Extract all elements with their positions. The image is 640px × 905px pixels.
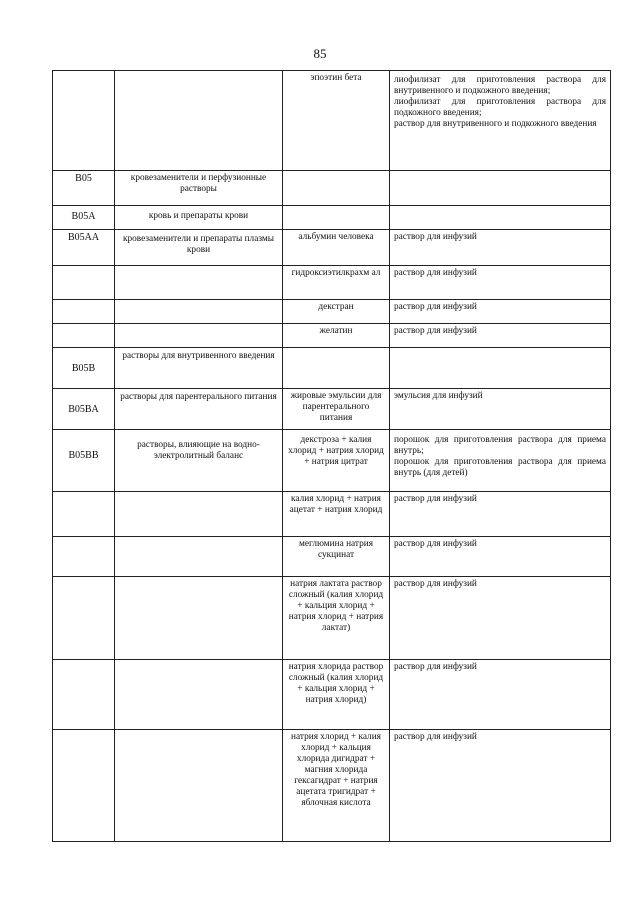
atc-code-cell [53,577,115,660]
atc-code-cell [53,660,115,730]
drug-name-cell: жировые эмульсии для парентерального питания [283,389,390,430]
dosage-form-cell [390,171,611,206]
table-row [53,206,611,230]
dosage-form-line: лиофилизат для приготовления раствора для подкожного введения; [394,97,606,118]
drug-name-cell: гидроксиэтилкрахм ал [283,266,390,300]
dosage-form-line: раствор для инфузий [394,232,477,242]
dosage-form-cell [390,430,611,492]
atc-code-cell: B05B [53,348,115,389]
drug-name-cell: натрия лактата раствор сложный (калия хлорид + кальция хлорид + натрия хлорид + натрия лактат) [283,577,390,660]
group-name-cell: кровезаменители и препараты плазмы крови [115,230,283,266]
table-row [53,577,611,660]
page-number: 85 [313,46,327,61]
atc-code-cell: B05BA [53,389,115,430]
drug-name-cell [283,348,390,389]
group-name-cell [115,266,283,300]
group-name-cell [115,324,283,348]
table-row [53,348,611,389]
dosage-form-cell [390,730,611,842]
atc-code-cell [53,71,115,171]
group-name-cell: растворы для парентерального питания [115,389,283,430]
dosage-form-line: раствор для инфузий [394,662,477,672]
table-row [53,71,611,171]
dosage-form-line: раствор для внутривенного и подкожного введения [394,119,597,129]
drug-name-cell: натрия хлорида раствор сложный (калия хлорид + кальция хлорид + натрия хлорид) [283,660,390,730]
atc-code-cell [53,537,115,577]
dosage-form-cell [390,230,611,266]
table-row [53,537,611,577]
drug-name-cell: декстран [283,300,390,324]
drug-name-cell [283,206,390,230]
dosage-form-line: раствор для инфузий [394,326,477,336]
table-row [53,171,611,206]
atc-code-cell: B05AA [53,230,115,266]
dosage-form-cell [390,537,611,577]
group-name-cell [115,71,283,171]
table-row [53,300,611,324]
dosage-form-cell [390,300,611,324]
dosage-form-cell [390,71,611,171]
dosage-form-cell [390,577,611,660]
table-row [53,324,611,348]
group-name-cell: кровь и препараты крови [115,206,283,230]
dosage-form-cell [390,324,611,348]
atc-code-cell: B05 [53,171,115,206]
group-name-cell [115,492,283,537]
group-name-cell: растворы для внутривенного введения [115,348,283,389]
dosage-form-line: раствор для инфузий [394,494,477,504]
dosage-form-line: эмульсия для инфузий [394,391,483,401]
atc-code-cell [53,492,115,537]
dosage-form-cell [390,206,611,230]
table-body [53,71,611,842]
dosage-form-line: раствор для инфузий [394,732,477,742]
dosage-form-cell [390,660,611,730]
table-row [53,730,611,842]
dosage-form-line: раствор для инфузий [394,539,477,549]
table-row [53,230,611,266]
drug-name-cell: натрия хлорид + калия хлорид + кальция хлорида дигидрат + магния хлорида гексагидрат + натрия ацетата тригидрат + яблочная кислота [283,730,390,842]
atc-code-cell [53,730,115,842]
dosage-form-cell [390,389,611,430]
drug-name-cell: эпоэтин бета [283,71,390,171]
drug-name-cell: меглюмина натрия сукцинат [283,537,390,577]
atc-code-cell: B05A [53,206,115,230]
dosage-form-line: раствор для инфузий [394,302,477,312]
drug-classification-table [52,70,611,842]
dosage-form-line: порошок для приготовления раствора для приема внутрь; [394,435,606,456]
dosage-form-line: раствор для инфузий [394,268,477,278]
group-name-cell: кровезаменители и перфузионные растворы [115,171,283,206]
table-row [53,430,611,492]
atc-code-cell [53,300,115,324]
drug-name-cell: желатин [283,324,390,348]
group-name-cell [115,300,283,324]
group-name-cell [115,577,283,660]
atc-code-cell [53,266,115,300]
group-name-cell [115,660,283,730]
group-name-cell: растворы, влияющие на водно-электролитный баланс [115,430,283,492]
table-row [53,492,611,537]
group-name-cell [115,537,283,577]
drug-name-cell: альбумин человека [283,230,390,266]
drug-name-cell: калия хлорид + натрия ацетат + натрия хлорид [283,492,390,537]
dosage-form-cell [390,492,611,537]
drug-name-cell [283,171,390,206]
atc-code-cell: B05BB [53,430,115,492]
dosage-form-cell [390,266,611,300]
table-row [53,660,611,730]
drug-name-cell: декстроза + калия хлорид + натрия хлорид + натрия цитрат [283,430,390,492]
dosage-form-line: раствор для инфузий [394,579,477,589]
dosage-form-line: лиофилизат для приготовления раствора для внутривенного и подкожного введения; [394,75,606,96]
dosage-form-cell [390,348,611,389]
group-name-cell [115,730,283,842]
dosage-form-line: порошок для приготовления раствора для приема внутрь (для детей) [394,457,606,478]
atc-code-cell [53,324,115,348]
table-row [53,266,611,300]
table-row [53,389,611,430]
